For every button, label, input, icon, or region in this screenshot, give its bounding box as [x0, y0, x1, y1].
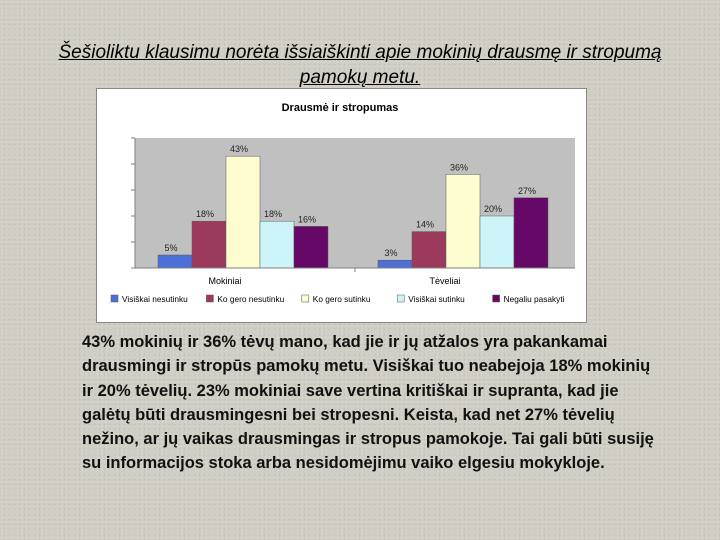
legend-swatch — [206, 295, 213, 302]
y-axis — [106, 133, 135, 273]
legend-label: Ko gero nesutinku — [217, 294, 285, 304]
data-label: 14% — [415, 219, 435, 230]
bar — [226, 156, 260, 268]
data-label: 20% — [483, 204, 503, 214]
slide-title: Šešioliktu klausimu norėta išsiaiškinti apie mokinių drausmę ir stropumą pamokų metu. — [58, 42, 662, 88]
chart-frame — [96, 88, 587, 323]
data-label: 18% — [263, 209, 283, 220]
y-tick-label: 50% — [105, 133, 124, 143]
bar — [480, 216, 514, 268]
bar — [446, 174, 480, 268]
bar — [192, 221, 226, 268]
bar — [412, 232, 446, 268]
data-label: 36% — [449, 162, 469, 173]
chart-title: Drausmė ir stropumas — [281, 102, 399, 114]
data-label: 3% — [384, 248, 398, 259]
y-tick-label: 10% — [105, 237, 124, 247]
y-tick-label: 30% — [105, 185, 124, 195]
y-tick-label: 40% — [105, 159, 124, 169]
legend-swatch — [397, 295, 404, 302]
y-tick-label: 0% — [110, 263, 124, 273]
legend-swatch — [302, 295, 309, 302]
legend-label: Visiškai nesutinku — [122, 294, 188, 304]
bar — [294, 226, 328, 268]
y-tick-label: 20% — [105, 211, 124, 221]
bar — [260, 221, 294, 268]
data-label: 16% — [297, 214, 317, 225]
data-label: 43% — [229, 144, 249, 155]
data-label: 18% — [195, 209, 215, 220]
legend-swatch — [493, 295, 500, 302]
legend-label: Negaliu pasakyti — [503, 294, 565, 304]
bar — [514, 198, 548, 268]
x-axis — [135, 268, 575, 286]
bar-chart — [97, 89, 586, 322]
bar — [158, 255, 192, 268]
x-category-label: Mokiniai — [208, 276, 242, 286]
legend-label: Ko gero sutinku — [312, 294, 371, 304]
bar — [378, 260, 412, 268]
legend — [111, 294, 565, 304]
data-label: 5% — [164, 243, 178, 253]
data-label: 27% — [517, 185, 537, 196]
x-category-label: Tėveliai — [429, 276, 461, 286]
legend-swatch — [111, 295, 118, 302]
summary-paragraph: 43% mokinių ir 36% tėvų mano, kad jie ir jų atžalos yra pakankamai drausmingi ir stropūs pamokų metu. Visiškai tuo neabejoja 18% mokinių ir 20% tėvelių. 23% mokiniai save vertina kritiškai ir supranta, kad jie galėtų būti drausmingesni bei stropesni. Keista, kad net 27% tėvelių nežino, ar jų vaikas drausmingas ir stropus pamokoje. Tai gali būti susiję su informacijos stoka arba nesidomėjimu vaiko elgesiu mokykloje. — [82, 333, 654, 473]
legend-label: Visiškai sutinku — [408, 294, 465, 304]
